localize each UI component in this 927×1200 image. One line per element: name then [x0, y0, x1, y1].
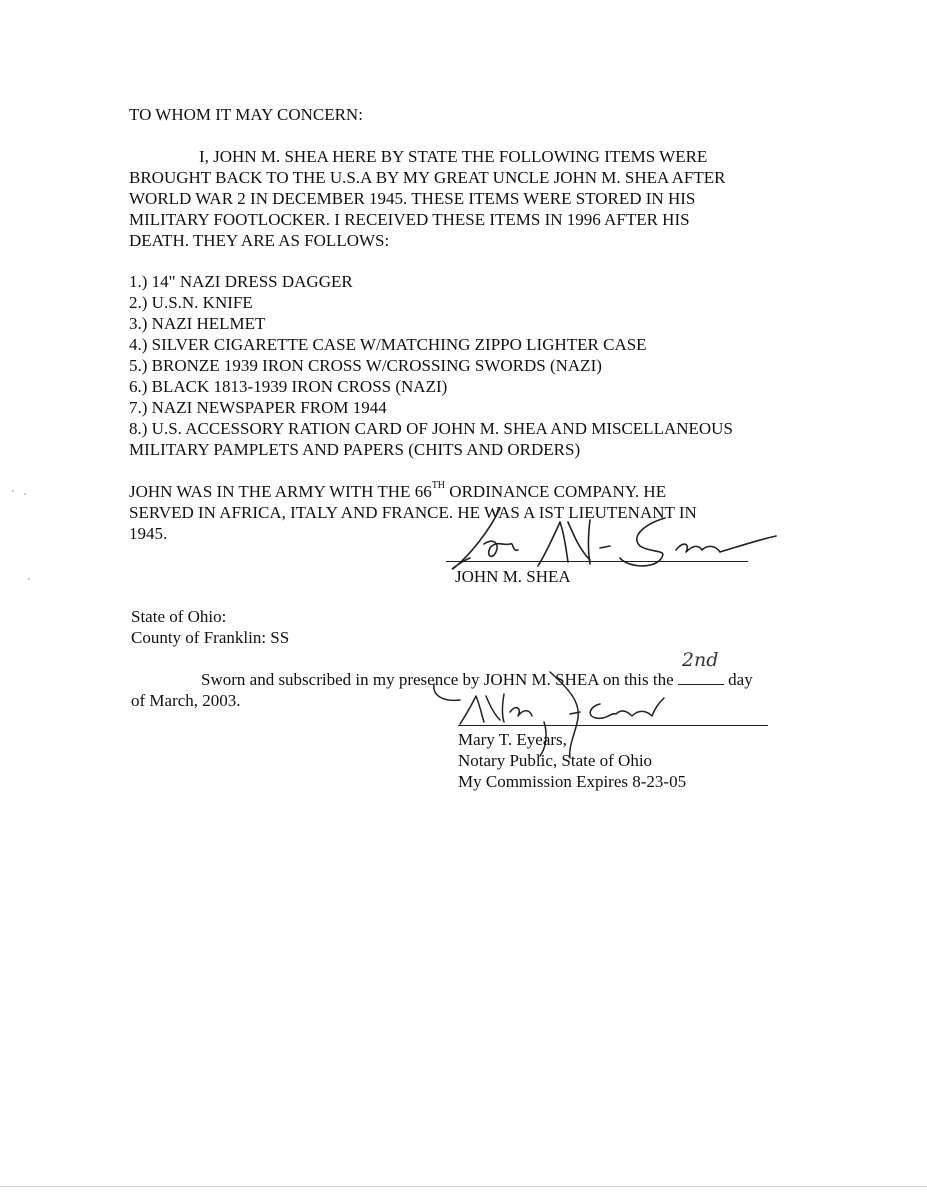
page-edge-rule — [0, 1186, 927, 1187]
sworn-text: day — [723, 670, 753, 689]
county-line: County of Franklin: SS — [131, 628, 290, 647]
service-text: ORDINANCE COMPANY. HE — [445, 482, 667, 501]
day-blank — [678, 649, 724, 685]
ordinal-suffix: TH — [431, 480, 446, 492]
list-item: 8.) U.S. ACCESSORY RATION CARD OF JOHN M. SHEA AND MISCELLANEOUS — [129, 419, 733, 438]
items-list — [129, 271, 733, 460]
service-line — [129, 481, 697, 502]
list-item: 5.) BRONZE 1939 IRON CROSS W/CROSSING SWORDS (NAZI) — [129, 356, 602, 375]
list-item: 3.) NAZI HELMET — [129, 314, 266, 333]
list-item: 1.) 14" NAZI DRESS DAGGER — [129, 272, 353, 291]
day-handwritten: 2nd — [681, 649, 719, 671]
intro-paragraph — [129, 146, 809, 251]
list-item: 2.) U.S.N. KNIFE — [129, 293, 253, 312]
service-line: SERVED IN AFRICA, ITALY AND FRANCE. HE WAS A IST LIEUTENANT IN — [129, 503, 697, 522]
intro-line: DEATH. THEY ARE AS FOLLOWS: — [129, 231, 390, 250]
service-text: JOHN WAS IN THE ARMY WITH THE 66 — [129, 482, 432, 501]
list-item: 6.) BLACK 1813-1939 IRON CROSS (NAZI) — [129, 377, 448, 396]
notary-block — [458, 729, 686, 792]
notary-commission: My Commission Expires 8-23-05 — [458, 772, 687, 791]
state-line: State of Ohio: — [131, 607, 227, 626]
sworn-text: Sworn and subscribed in my presence by JOHN M. SHEA on this the — [201, 670, 678, 689]
intro-line: BROUGHT BACK TO THE U.S.A BY MY GREAT UNCLE JOHN M. SHEA AFTER — [129, 168, 726, 187]
list-item: 4.) SILVER CIGARETTE CASE W/MATCHING ZIPPO LIGHTER CASE — [129, 335, 647, 354]
service-line: 1945. — [129, 524, 168, 543]
notary-title: Notary Public, State of Ohio — [458, 751, 653, 770]
scan-speck — [12, 490, 14, 492]
list-item: MILITARY PAMPLETS AND PAPERS (CHITS AND ORDERS) — [129, 440, 581, 459]
intro-line: MILITARY FOOTLOCKER. I RECEIVED THESE ITEMS IN 1996 AFTER HIS — [129, 210, 690, 229]
scan-speck — [28, 578, 30, 580]
venue-block — [131, 606, 289, 648]
notary-name: Mary T. Eyears, — [458, 730, 567, 749]
list-item: 7.) NAZI NEWSPAPER FROM 1944 — [129, 398, 387, 417]
signature-line — [446, 561, 748, 562]
scan-speck — [24, 493, 26, 495]
signer-name: JOHN M. SHEA — [455, 567, 571, 586]
notary-signature-line — [458, 725, 768, 726]
intro-line: WORLD WAR 2 IN DECEMBER 1945. THESE ITEMS WERE STORED IN HIS — [129, 189, 696, 208]
intro-line: I, JOHN M. SHEA HERE BY STATE THE FOLLOWING ITEMS WERE — [199, 147, 708, 166]
salutation: TO WHOM IT MAY CONCERN: — [129, 105, 363, 124]
sworn-line: of March, 2003. — [131, 691, 241, 710]
